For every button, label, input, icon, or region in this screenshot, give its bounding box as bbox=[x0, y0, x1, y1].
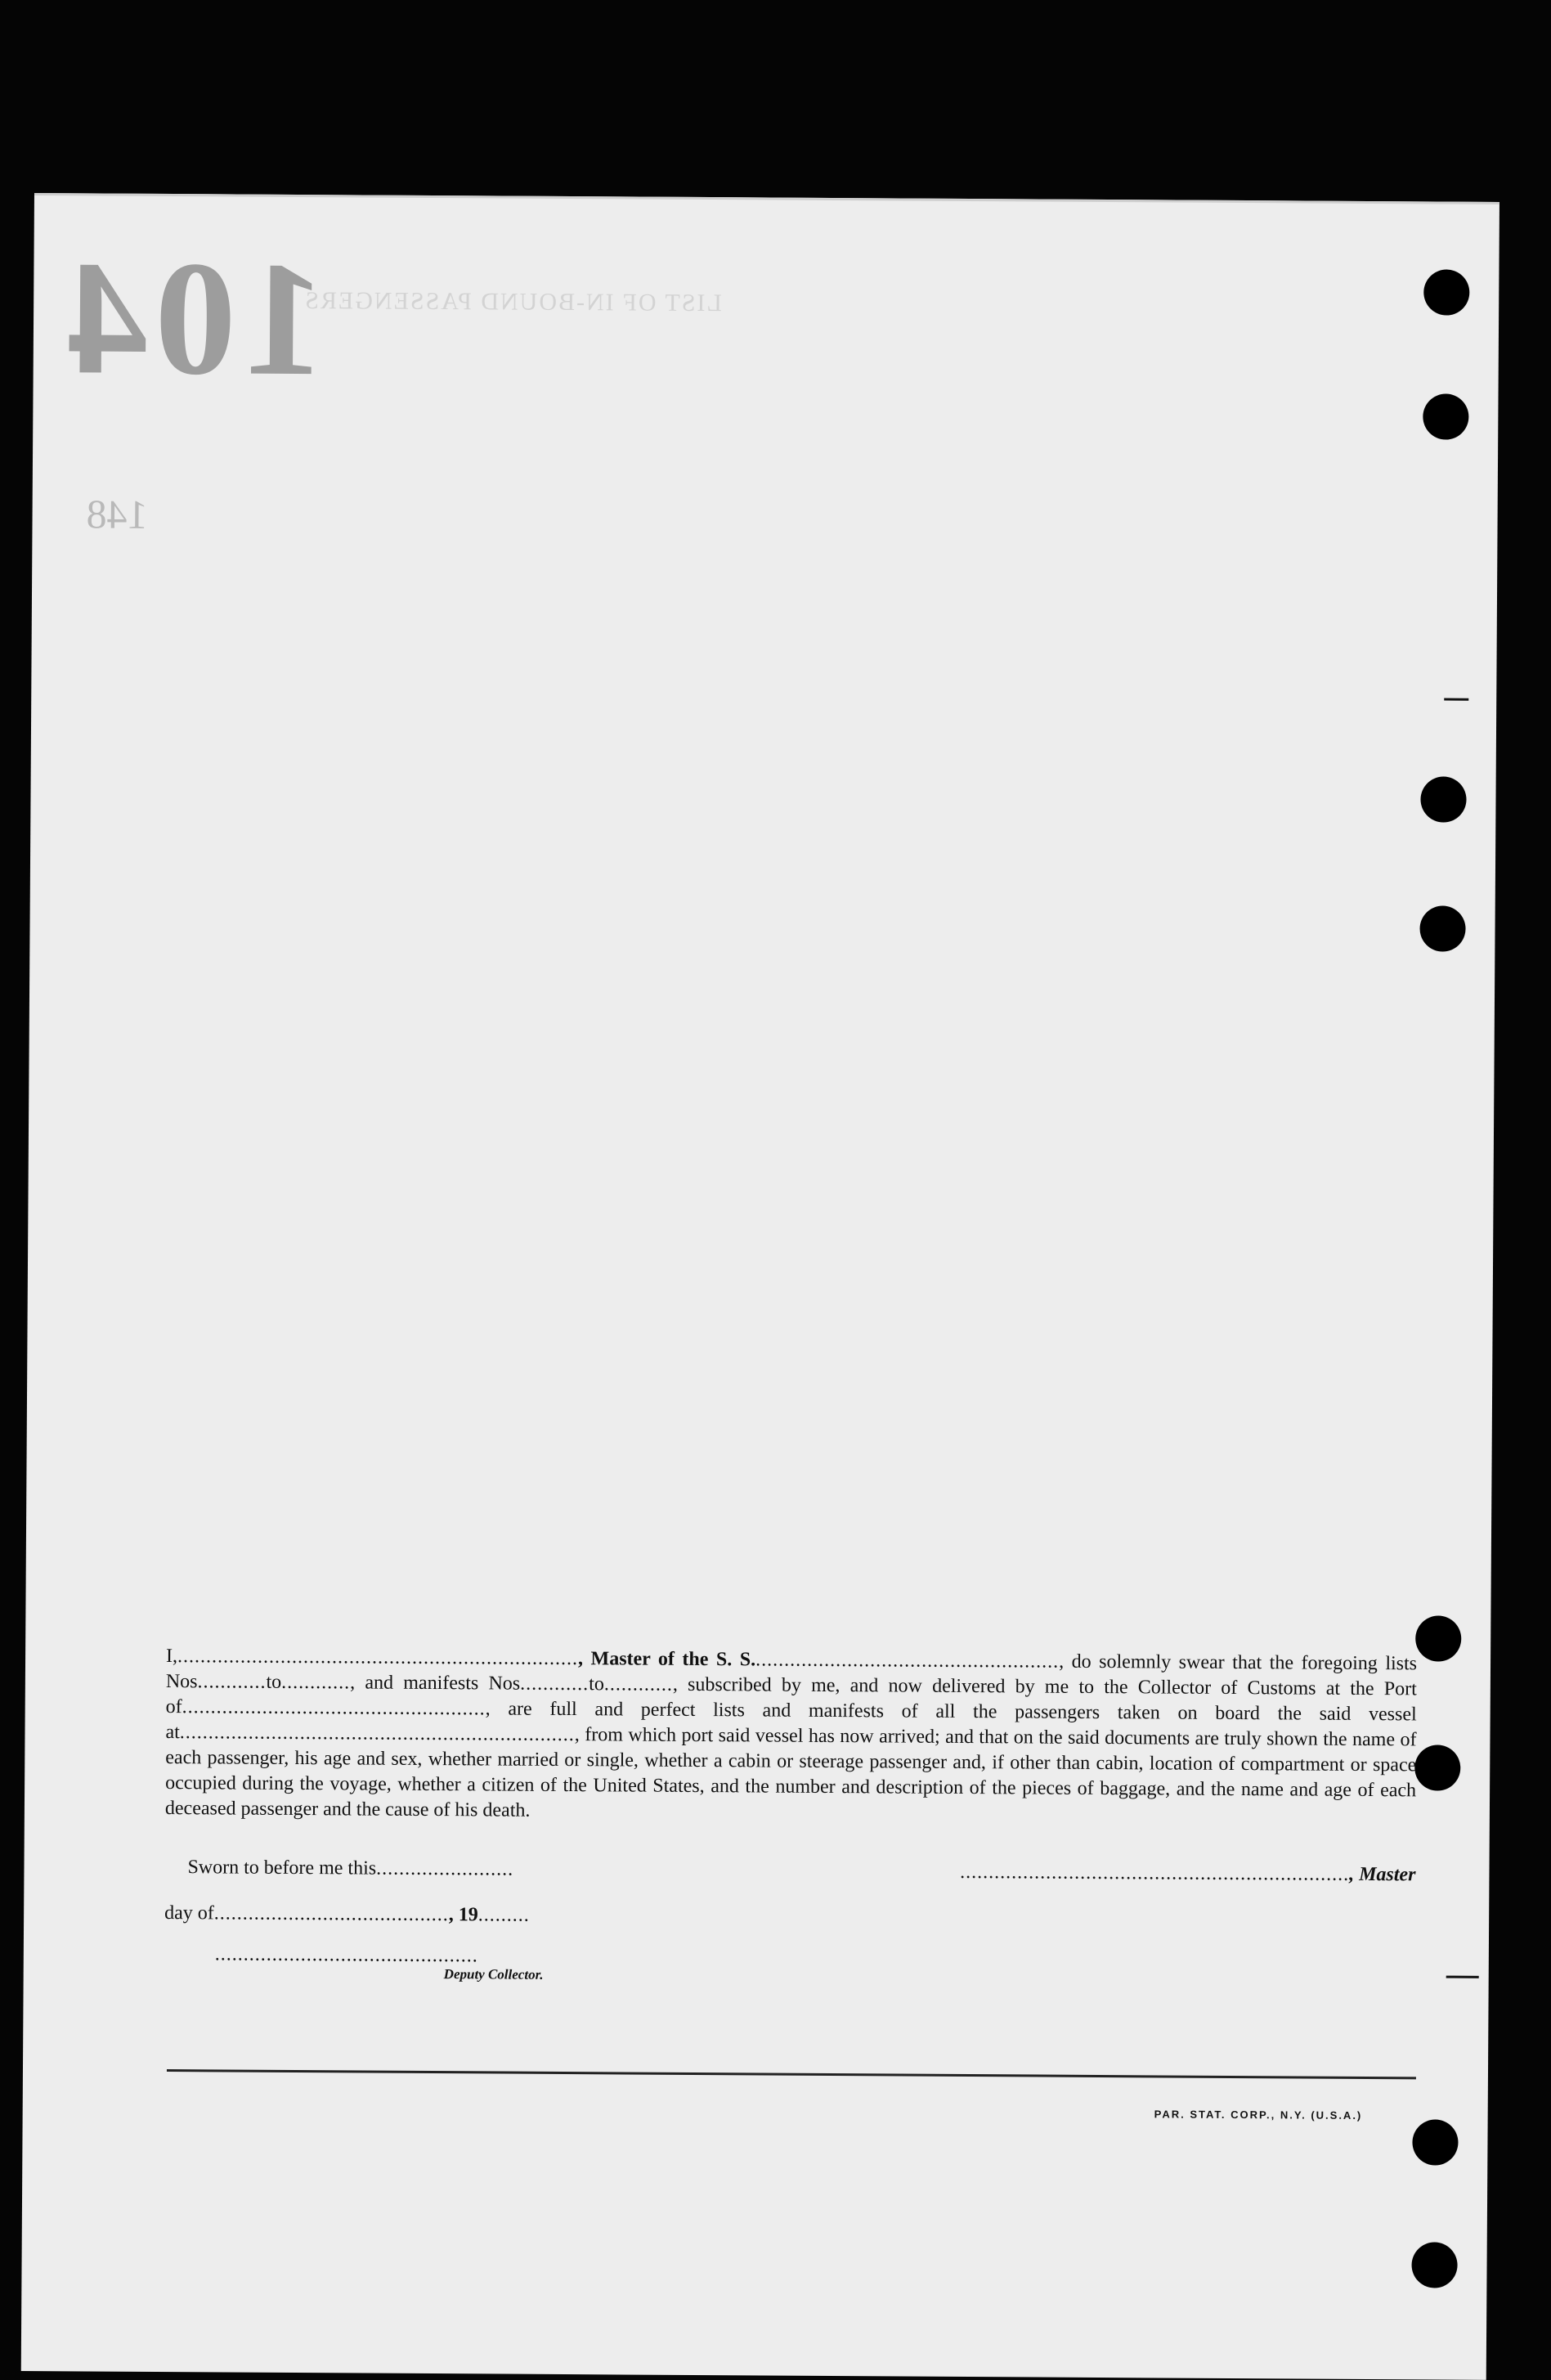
blank-day: ......................................... bbox=[213, 1902, 449, 1926]
blank-vessel-name: ..................................................... bbox=[755, 1649, 1060, 1673]
oath-text: , are full and perfect lists and bbox=[485, 1698, 791, 1722]
deputy-collector-label: Deputy Collector. bbox=[443, 1966, 544, 1983]
oath-text: to bbox=[266, 1671, 282, 1693]
master-label: , Master bbox=[1349, 1863, 1416, 1886]
master-oath-paragraph bbox=[165, 1644, 1417, 1829]
blank-year: ......... bbox=[477, 1904, 530, 1926]
blank-port: ..................................................... bbox=[182, 1696, 486, 1720]
oath-text: manifests of all the passengers taken on board the said vessel at bbox=[165, 1700, 1417, 1744]
day-of-label: day of bbox=[164, 1902, 214, 1924]
oath-text: , do solemnly bbox=[1059, 1650, 1172, 1673]
punch-hole bbox=[1423, 269, 1469, 315]
bottom-rule bbox=[167, 2069, 1416, 2079]
punch-hole bbox=[1412, 2119, 1458, 2165]
blank-manifest-to: ............ bbox=[603, 1673, 673, 1695]
year-label: , 19 bbox=[448, 1904, 478, 1926]
oath-text: , Master of the S. S. bbox=[577, 1648, 756, 1671]
oath-text: swear that the foregoing lists Nos bbox=[165, 1651, 1418, 1693]
oath-text: to bbox=[589, 1673, 604, 1695]
blank-manifest-from: ............ bbox=[520, 1673, 589, 1695]
punch-hole bbox=[1414, 1745, 1460, 1790]
margin-tick bbox=[1446, 1976, 1479, 1978]
oath-text: , and manifests Nos bbox=[350, 1672, 521, 1695]
printer-imprint: PAR. STAT. CORP., N.Y. (U.S.A.) bbox=[1154, 2108, 1363, 2122]
signature-block bbox=[164, 1857, 1416, 1983]
manifest-page bbox=[21, 193, 1499, 2380]
blank-sworn-date: ........................ bbox=[376, 1857, 514, 1880]
bleed-through-note: 148 bbox=[86, 491, 148, 537]
blank-list-to: ............ bbox=[281, 1671, 351, 1694]
punch-hole bbox=[1423, 393, 1468, 439]
blank-master-signature: .................................................................... bbox=[960, 1861, 1350, 1885]
oath-text: I, bbox=[165, 1646, 178, 1668]
punch-hole bbox=[1411, 2242, 1457, 2288]
bleed-through-stamp-number: 104 bbox=[59, 227, 325, 411]
oath-text: port said vessel has now arrived; and that on the said documents are truly shown the name of each passenger, his age and sex, whether married or single, whether a cabin or steerage passenger and, if other than cabin, location of compartment or space occupied during the voyage, whether a citizen of the United States, and the number and description of the pieces of baggage, and the name and age of each deceased passenger and the cause of his death. bbox=[164, 1724, 1417, 1821]
oath-text: , subscribed by me, and now bbox=[672, 1673, 922, 1697]
oath-text: , from which bbox=[574, 1724, 677, 1746]
bleed-through-header: LIST OF IN-BOUND PASSENGERS bbox=[303, 287, 722, 317]
blank-master-name: ...................................................................... bbox=[177, 1646, 579, 1670]
punch-hole bbox=[1420, 776, 1466, 822]
margin-tick bbox=[1444, 698, 1468, 701]
oath-text: delivered by me to the Collector of Customs at the Port of bbox=[165, 1675, 1417, 1718]
sworn-label: Sworn to before me this bbox=[187, 1857, 377, 1879]
blank-list-from: ............ bbox=[197, 1671, 267, 1693]
blank-boarding-port: ..................................................................... bbox=[179, 1722, 575, 1746]
punch-hole bbox=[1415, 1615, 1461, 1661]
blank-deputy-signature: .............................................. bbox=[214, 1943, 478, 1967]
punch-hole bbox=[1419, 905, 1465, 951]
